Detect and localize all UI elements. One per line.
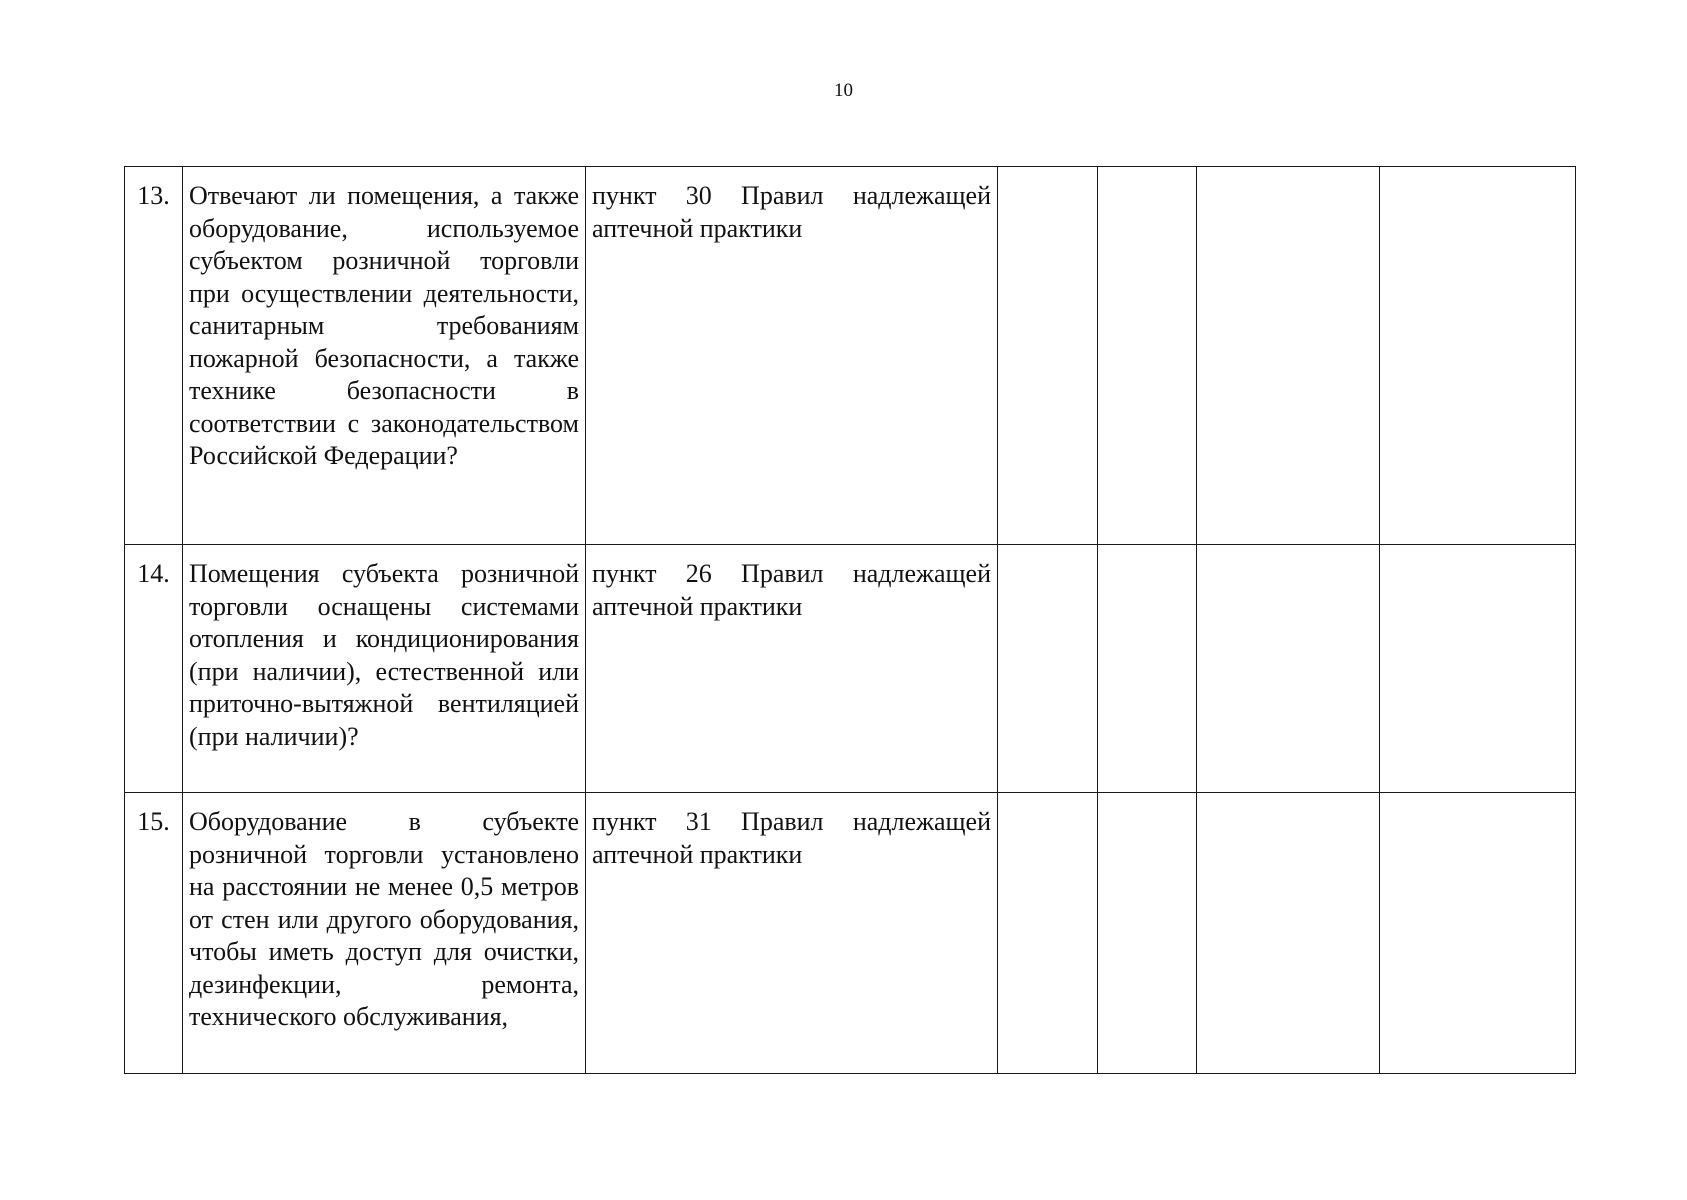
table-row [125, 545, 1576, 793]
not-applicable-cell [1197, 545, 1380, 793]
answer-no-cell [1098, 545, 1197, 793]
row-number: 14. [125, 545, 183, 793]
not-applicable-cell [1197, 793, 1380, 1074]
reference-cell: пункт 26 Правил надлежащей аптечной практики [586, 545, 998, 793]
checklist-table [124, 166, 1576, 1074]
answer-no-cell [1098, 793, 1197, 1074]
answer-yes-cell [998, 545, 1098, 793]
reference-cell: пункт 31 Правил надлежащей аптечной практики [586, 793, 998, 1074]
reference-cell: пункт 30 Правил надлежащей аптечной практики [586, 167, 998, 545]
row-number: 15. [125, 793, 183, 1074]
question-cell: Оборудование в субъекте розничной торговли установлено на расстоянии не менее 0,5 метров от стен или другого оборудования, чтобы иметь доступ для очистки, дезинфекции, ремонта, технического обслуживания, [183, 793, 586, 1074]
table-row [125, 793, 1576, 1074]
note-cell [1380, 167, 1576, 545]
answer-no-cell [1098, 167, 1197, 545]
not-applicable-cell [1197, 167, 1380, 545]
answer-yes-cell [998, 793, 1098, 1074]
note-cell [1380, 545, 1576, 793]
table-row [125, 167, 1576, 545]
question-cell: Отвечают ли помещения, а также оборудование, используемое субъектом розничной торговли при осуществлении деятельности, санитарным требованиям пожарной безопасности, а также технике безопасности в соответствии с законодательством Российской Федерации? [183, 167, 586, 545]
page-number: 10 [834, 80, 853, 101]
row-number: 13. [125, 167, 183, 545]
note-cell [1380, 793, 1576, 1074]
question-cell: Помещения субъекта розничной торговли оснащены системами отопления и кондиционирования (при наличии), естественной или приточно-вытяжной вентиляцией (при наличии)? [183, 545, 586, 793]
answer-yes-cell [998, 167, 1098, 545]
